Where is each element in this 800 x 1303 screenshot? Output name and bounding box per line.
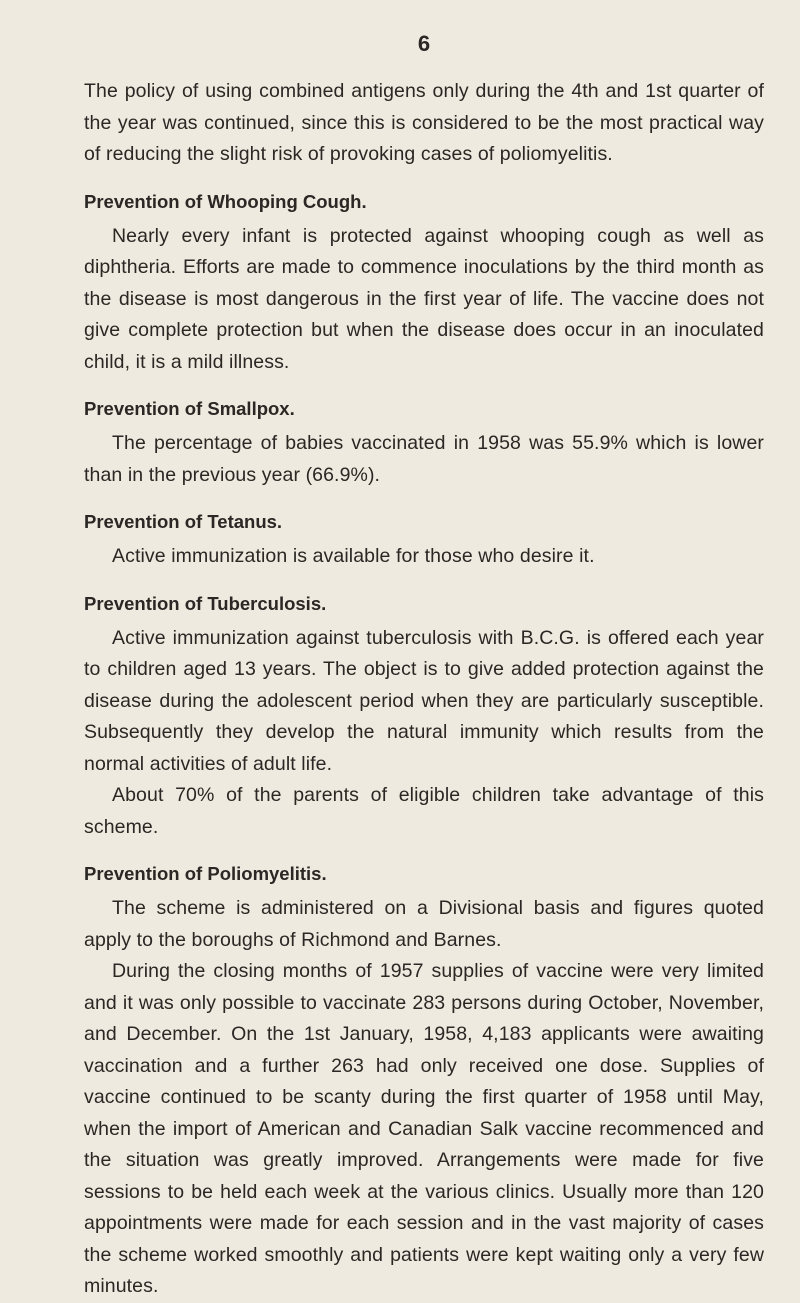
section-heading: Prevention of Tetanus. [84,511,283,532]
section-heading: Prevention of Smallpox. [84,398,295,419]
section-paragraph: The scheme is administered on a Divisional basis and figures quoted apply to the boroughs of Richmond and Barnes. [84,897,764,951]
intro-paragraph: The policy of using combined antigens only during the 4th and 1st quarter of the year was continued, since this is considered to be the most practical way of reducing the slight risk of provoking cases of poliomyelitis. [84,80,764,165]
section-whooping-cough [84,187,764,379]
section-paragraph: The percentage of babies vaccinated in 1958 was 55.9% which is lower than in the previous year (66.9%). [84,432,764,486]
section-heading: Prevention of Tuberculosis. [84,592,327,614]
section-heading: Prevention of Poliomyelitis. [84,863,327,884]
section-poliomyelitis [84,859,764,1303]
document-page [84,30,764,1303]
section-paragraph: Active immunization is available for those who desire it. [112,545,595,567]
section-paragraph: Active immunization against tuberculosis with B.C.G. is offered each year to children aged 13 years. The object is to give added protection against the disease during the adolescent period when they are particularly susceptible. Subsequently they develop the natural immunity which results from the normal activities of adult life. [84,626,764,775]
section-paragraph: Nearly every infant is protected against whooping cough as well as diphtheria. Efforts are made to commence inoculations by the third month as the disease is most dangerous in the first year of life. The vaccine does not give complete protection but when the disease does occur in an inoculated child, it is a mild illness. [84,224,764,373]
page-number: 6 [417,31,431,56]
section-paragraph: During the closing months of 1957 supplies of vaccine were very limited and it was only possible to vaccinate 283 persons during October, November, and December. On the 1st January, 1958, 4,183 applicants were awaiting vaccination and a further 263 had only received one dose. Supplies of vaccine continued to be scanty during the first quarter of 1958 until May, when the import of American and Canadian Salk vaccine recommenced and the situation was greatly improved. Arrangements were made for five sessions to be held each week at the various clinics. Usually more than 120 appointments were made for each session and in the vast majority of cases the scheme worked smoothly and patients were kept waiting only a very few minutes. [84,960,764,1297]
section-tetanus [84,507,764,573]
section-paragraph: About 70% of the parents of eligible children take advantage of this scheme. [84,784,764,838]
section-tuberculosis [84,589,764,844]
section-smallpox [84,394,764,491]
section-heading: Prevention of Whooping Cough. [84,190,367,212]
